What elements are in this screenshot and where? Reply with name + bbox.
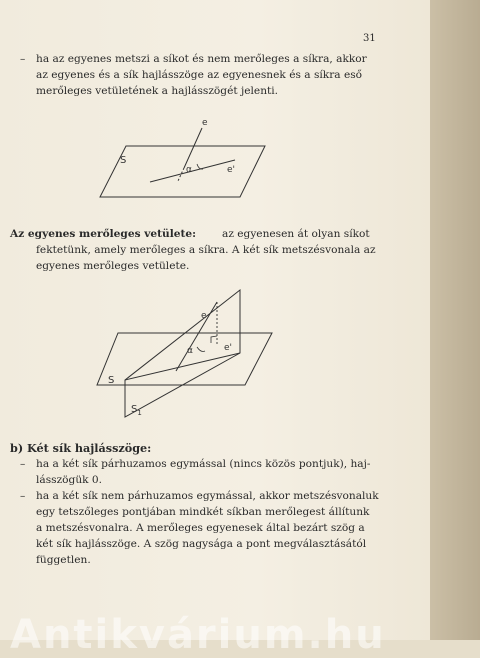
plane-label-s: S <box>120 155 127 166</box>
projection-line-2: fektetünk, amely merőleges a síkra. A két sík metszésvonala az <box>36 244 376 256</box>
bullet-2-line-4: két sík hajlásszöge. A szög nagysága a pont megválasztásától <box>36 538 367 550</box>
intro-bullet-dash: – <box>20 53 26 65</box>
intro-line-1: ha az egyenes metszi a síkot és nem merőleges a síkra, akkor <box>36 53 367 65</box>
intro-line-2: az egyenes és a sík hajlásszöge az egyenesnek és a síkra eső <box>36 69 363 81</box>
page-number: 31 <box>363 33 376 44</box>
bullet-2-dash: – <box>20 490 26 502</box>
line-e <box>176 302 217 371</box>
plane-s-horizontal <box>97 333 272 385</box>
plane-label-s: S <box>108 375 115 386</box>
section-b-heading: b) Két sík hajlásszöge: <box>10 441 152 455</box>
projection-line-3: egyenes merőleges vetülete. <box>36 260 190 272</box>
bullet-2-line-1: ha a két sík nem párhuzamos egymással, akkor metszésvonaluk <box>36 490 379 502</box>
angle-label-alpha: α <box>187 346 193 356</box>
bullet-2-line-5: független. <box>36 554 91 566</box>
bullet-2-line-2: egy tetszőleges pontjában mindkét síkban merőlegest állítunk <box>36 506 370 518</box>
bullet-1-line-1: ha a két sík párhuzamos egymással (nincs közös pontjuk), haj- <box>36 458 371 470</box>
projection-line-1-rest: az egyenesen át olyan síkot <box>222 228 370 240</box>
plane-label-s1: $S_1$ <box>131 404 142 417</box>
intro-line-3: merőleges vetületének a hajlásszögét jelenti. <box>36 85 279 97</box>
bullet-1-line-2: lásszögük 0. <box>36 474 103 486</box>
right-angle-mark <box>211 336 217 343</box>
plane-s1-vertical <box>125 290 240 417</box>
angle-arc <box>197 347 205 352</box>
line-label-e: e <box>202 118 208 128</box>
line-label-e-prime: e' <box>224 343 233 353</box>
bullet-1-dash: – <box>20 458 26 470</box>
angle-label-alpha: α <box>186 165 192 175</box>
projection-heading: Az egyenes merőleges vetülete: <box>10 228 197 240</box>
line-label-e-prime: e' <box>227 165 236 175</box>
watermark: Antikvárium.hu <box>10 612 386 658</box>
bullet-2-line-3: a metszésvonalra. A merőleges egyenesek által bezárt szög a <box>36 522 365 534</box>
line-label-e: e <box>201 311 207 321</box>
